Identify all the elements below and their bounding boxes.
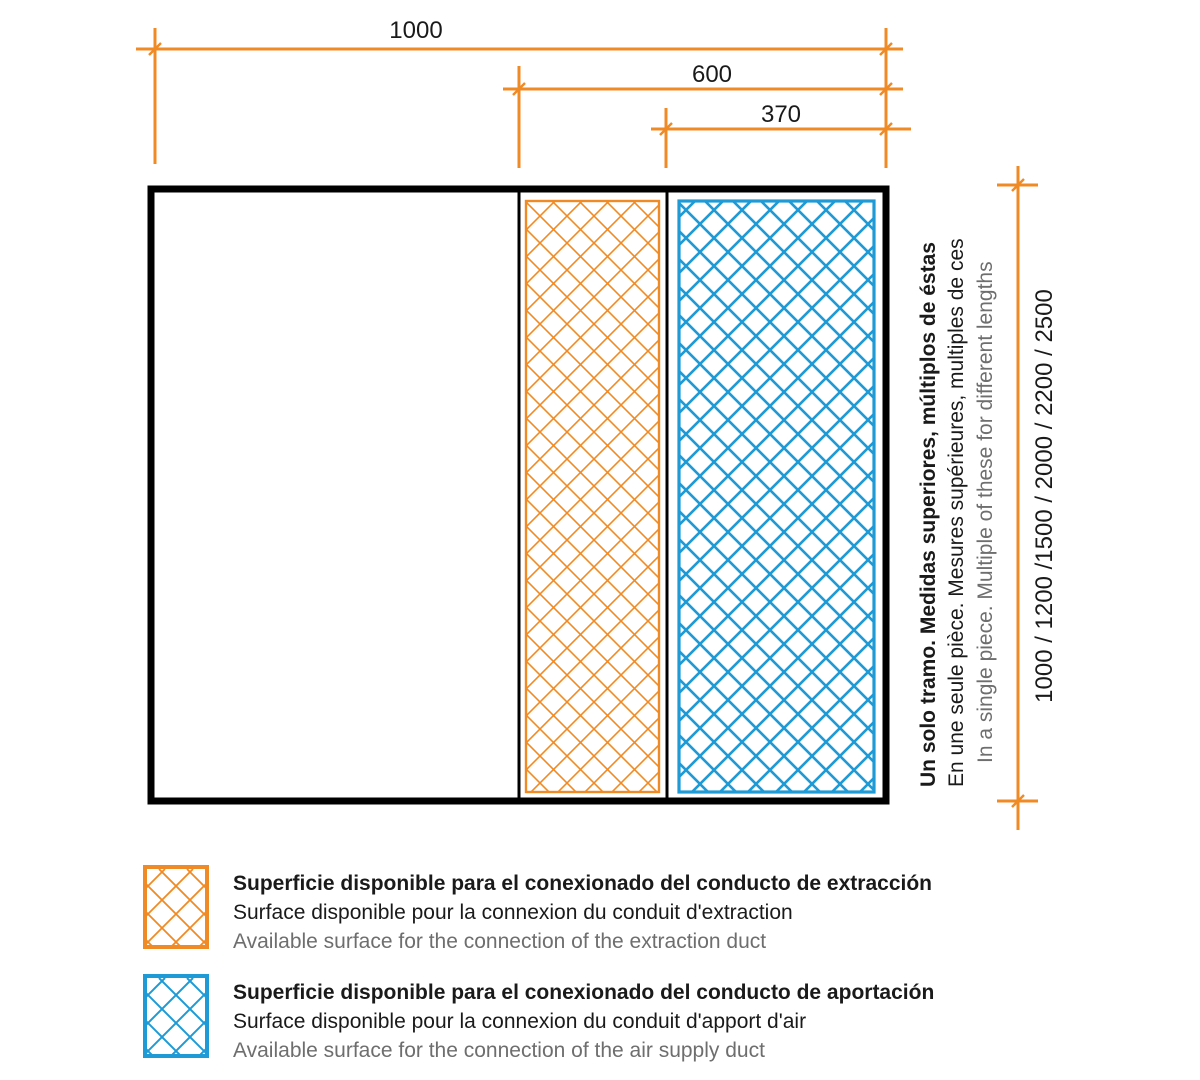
dim-label-height: 1000 / 1200 /1500 / 2000 / 2200 / 2500: [1031, 289, 1058, 703]
legend-supply-es: Superficie disponible para el conexionado del conducto de aportación: [233, 981, 935, 1004]
legend-item-supply: [143, 974, 1143, 1060]
legend-item-extraction: [143, 865, 1143, 951]
legend-supply-fr: Surface disponible pour la connexion du conduit d'apport d'air: [233, 1010, 807, 1033]
dim-label-370: 370: [760, 101, 802, 128]
legend-extraction-en: Available surface for the connection of the extraction duct: [233, 930, 767, 953]
side-note-es: Un solo tramo. Medidas superiores, múltiplos de éstas: [917, 242, 940, 787]
extraction-surface: [526, 201, 659, 792]
extraction-swatch: [143, 865, 209, 949]
side-note-en: In a single piece. Multiple of these for different lengths: [974, 261, 997, 763]
legend-extraction-es: Superficie disponible para el conexionado del conducto de extracción: [233, 872, 932, 895]
dim-label-600: 600: [691, 61, 733, 88]
supply-swatch: [143, 974, 209, 1058]
side-note-fr: En une seule pièce. Mesures supérieures, multiples de ces: [945, 238, 968, 787]
side-note: [917, 238, 997, 787]
supply-surface: [679, 201, 874, 792]
legend-supply-en: Available surface for the connection of the air supply duct: [233, 1039, 765, 1062]
legend-extraction-fr: Surface disponible pour la connexion du conduit d'extraction: [233, 901, 793, 924]
dim-label-1000: 1000: [389, 17, 443, 44]
